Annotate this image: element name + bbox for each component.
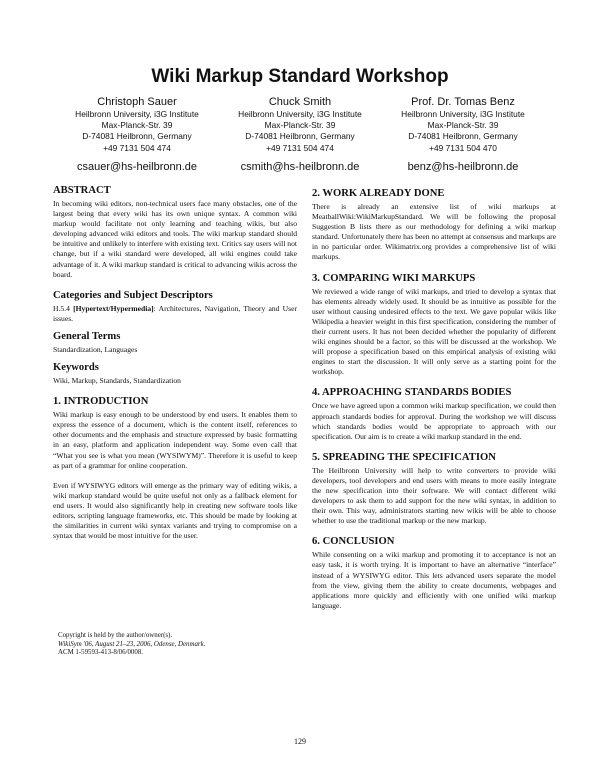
categories-heading: Categories and Subject Descriptors <box>53 289 213 301</box>
author-city: D-74081 Heilbronn, Germany <box>408 131 518 142</box>
introduction-heading: 1. INTRODUCTION <box>53 396 149 408</box>
keywords-heading: Keywords <box>53 362 99 374</box>
author-affiliation: Heilbronn University, i3G Institute <box>75 109 199 119</box>
introduction-paragraph-2: Even if WYSIWYG editors will emerge as the primary way of editing wikis, a wiki markup standard would be quite useful not only as a fallback element for end users. It would also significantly help in creating new software tools like editors, scripting language frameworks, etc. This should be made by looking at the similarities in current wiki syntax variants and trying to compromise on a syntax that would be most intuitive for the user. <box>53 480 297 541</box>
abstract-text: In becoming wiki editors, non-technical users face many obstacles, one of the largest being that every wiki has its own unique syntax. A common wiki markup would facilitate not only learning and teaching wikis, but also developing advanced wiki editors and tools. The wiki markup standard should be intuitive and unlikely to interfere with existing text. Critics say users will not change, but if a wiki standard were developed, all wiki engines could take advantage of it. A wiki markup standard is critical to advancing wikis across the board. <box>53 199 297 279</box>
acm-line: ACM 1-59593-413-8/06/0008. <box>58 649 143 657</box>
section-6-heading: 6. CONCLUSION <box>312 536 395 548</box>
keywords-text: Wiki, Markup, Standards, Standardization <box>53 376 181 386</box>
category-bracket: [Hypertext/Hypermedia] <box>73 303 154 313</box>
author-name: Christoph Sauer <box>97 96 177 108</box>
author-phone: +49 7131 504 474 <box>266 142 334 153</box>
copyright-line: Copyright is held by the author/owner(s). <box>58 632 173 639</box>
right-column <box>312 188 556 621</box>
page-number: 129 <box>294 737 306 746</box>
section-2-heading: 2. WORK ALREADY DONE <box>312 188 445 199</box>
author-email: benz@hs-heilbronn.de <box>407 160 519 173</box>
section-6-text: While consenting on a wiki markup and promoting it to acceptance is not an easy task, it is worth trying. It is important to have an alternative “interface” instead of a WYSIWYG editor. This lets advanced users separate the model from the view, giving them the ability to create documents, webpages and applications more quickly and efficiently with one unified wiki markup language. <box>312 550 556 610</box>
author-block-1 <box>42 96 232 174</box>
copyright-notice <box>58 632 288 658</box>
author-street: Max-Planck-Str. 39 <box>427 120 499 131</box>
category-code: H.5.4 <box>53 303 70 313</box>
author-name: Prof. Dr. Tomas Benz <box>411 96 515 108</box>
section-4-text: Once we have agreed upon a common wiki markup specification, we could then approach standards bodies for approval. During the workshop we will discuss which standards bodies would be appropriate to approach with our specification. Our aim is to create a wiki markup standard in the end. <box>312 401 556 441</box>
author-phone: +49 7131 504 474 <box>103 142 171 153</box>
author-affiliation: Heilbronn University, i3G Institute <box>238 109 362 119</box>
general-terms-text: Standardization, Languages <box>53 344 138 354</box>
author-city: D-74081 Heilbronn, Germany <box>82 131 192 142</box>
author-street: Max-Planck-Str. 39 <box>264 120 336 131</box>
general-terms-heading: General Terms <box>53 330 121 342</box>
author-email: csmith@hs-heilbronn.de <box>240 160 360 173</box>
author-city: D-74081 Heilbronn, Germany <box>245 131 355 142</box>
category-descriptors: : Architectures, Navigation, Theory and User issues. <box>53 303 298 323</box>
author-name: Chuck Smith <box>268 96 332 108</box>
left-column <box>53 185 298 551</box>
author-affiliation: Heilbronn University, i3G Institute <box>401 109 525 119</box>
section-5-heading: 5. SPREADING THE SPECIFICATION <box>312 451 496 463</box>
abstract-heading: ABSTRACT <box>53 185 111 196</box>
paper-title: Wiki Markup Standard Workshop <box>151 66 449 87</box>
section-3-heading: 3. COMPARING WIKI MARKUPS <box>312 272 476 284</box>
section-3-text: We reviewed a wide range of wiki markups, and tried to develop a syntax that has elements already widely used. It should be as intuitive as possible for the user without causing undesired effects to the text. We gave popular wikis like Wikipedia a heavier weight in this first specification, considering the number of their current users. It has not been decided whether the popularity of different wiki engines should be a factor, so this will be discussed at the workshop. We will propose a specification based on this empirical analysis of existing wiki engines to start the discussion. It will only serve as a starting point for the workshop. <box>312 286 556 377</box>
section-4-heading: 4. APPROACHING STANDARDS BODIES <box>312 387 512 399</box>
section-5-text: The Heilbronn University will help to write converters to provide wiki developers, tool developers and end users with means to more easily integrate the new specification into their software. We will contact different wiki developers to ask them to add support for the new wiki syntax, in addition to their own. This way, administrators starting new wikis will be able to choose whether to use the traditional markup or the new markup. <box>312 465 556 526</box>
author-phone: +49 7131 504 470 <box>429 142 497 153</box>
introduction-paragraph-1: Wiki markup is easy enough to be understood by end users. It enables them to express the essence of a document, which is the content itself, references to other documents and the emphasis and structure expressed by basic formatting in an easy, platform and application independent way. Some even call that “What you see is what you mean (WYSIWYM)”. Therefore it is useful to keep as part of a grammar for online cooperation. <box>53 410 297 470</box>
author-block-2 <box>205 96 395 174</box>
categories-text <box>53 304 297 324</box>
author-street: Max-Planck-Str. 39 <box>101 120 173 131</box>
venue-line: WikiSym '06, August 21–23, 2006, Odense, Denmark. <box>58 640 206 648</box>
author-email: csauer@hs-heilbronn.de <box>76 160 197 173</box>
author-block-3 <box>368 96 558 174</box>
section-2-text: There is already an extensive list of wiki markups at MeatballWiki:WikiMarkupStandard. We will be following the proposal Suggestion B lists there as our methodology for defining a wiki markup standard. Unfortunately there has been no attempt at consensus and markups are in no particular order. Wikimatrix.org provides a comprehensive list of wiki markups. <box>312 202 556 262</box>
